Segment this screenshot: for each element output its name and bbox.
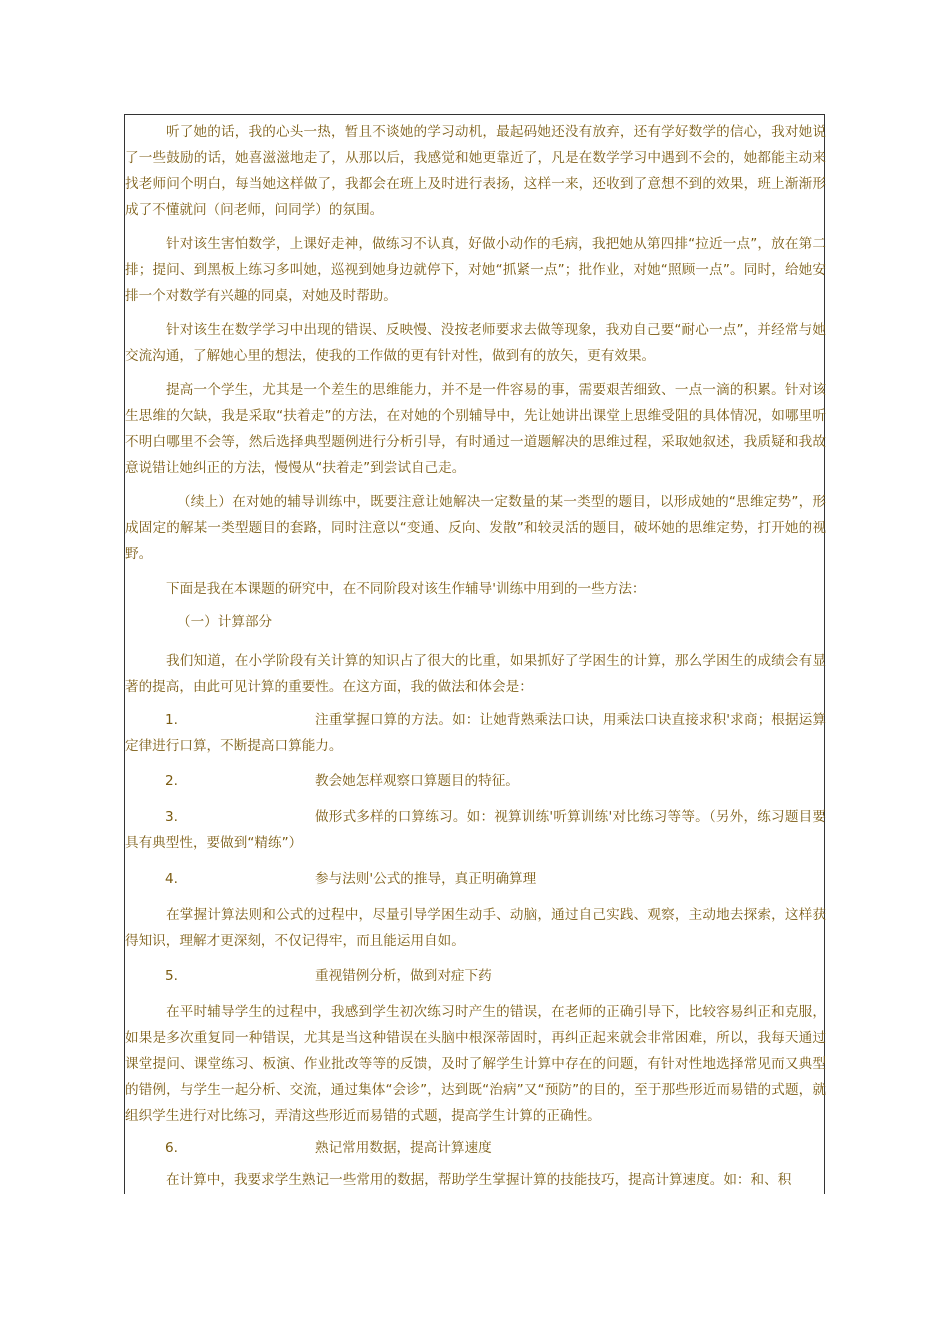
paragraph-7: 我们知道，在小学阶段有关计算的知识占了很大的比重，如果抓好了学困生的计算，那么学困生的成绩会有显著的提高，由此可见计算的重要性。在这方面，我的做法和体会是： (125, 653, 826, 695)
list-item-text: 参与法则'公式的推导，真正明确算理 (315, 871, 537, 887)
paragraph-4: 提高一个学生，尤其是一个差生的思维能力，并不是一件容易的事，需要艰苦细致、一点一滴的积累。针对该生思维的欠缺，我是采取“扶着走”的方法，在对她的个别辅导中，先让她讲出课堂上思维受阻的具体情况，如哪里听不明白哪里不会等，然后选择典型题例进行分析引导，有时通过一道题解决的思维过程，采取她叙述，我质疑和我故意说错让她纠正的方法，慢慢从“扶着走”到尝试自己走。 (125, 382, 826, 476)
paragraph-6: 下面是我在本课题的研究中，在不同阶段对该生作辅导'训练中用到的一些方法： (166, 581, 646, 597)
paragraph-5: （续上）在对她的辅导训练中，既要注意让她解决一定数量的某一类型的题目，以形成她的“思维定势”，形成固定的解某一类型题目的套路，同时注意以“变通、反向、发散”和较灵活的题目，破坏她的思维定势，打开她的视野。 (125, 494, 826, 562)
paragraph-8: 在掌握计算法则和公式的过程中，尽量引导学困生动手、动脑，通过自己实践、观察，主动地去探索，这样获得知识，理解才更深刻，不仅记得牢，而且能运用自如。 (125, 907, 826, 949)
list-item-number: 4. (165, 871, 178, 887)
paragraph-10: 在计算中，我要求学生熟记一些常用的数据，帮助学生掌握计算的技能技巧，提高计算速度。如：和、积 (166, 1172, 792, 1188)
paragraph-1: 听了她的话，我的心头一热，暂且不谈她的学习动机，最起码她还没有放弃，还有学好数学的信心，我对她说了一些鼓励的话，她喜滋滋地走了，从那以后，我感觉和她更靠近了，凡是在数学学习中遇到不会的，她都能主动来找老师问个明白，每当她这样做了，我都会在班上及时进行表扬，这样一来，还收到了意想不到的效果，班上渐渐形成了不懂就问（问老师，问同学）的氛围。 (125, 124, 826, 218)
list-item-number: 2. (165, 773, 178, 789)
list-item-number: 1. (165, 712, 178, 728)
list-item-text: 做形式多样的口算练习。如：视算训练'听算训练'对比练习等等。（另外，练习题目要具有典型性，要做到“精练”） (125, 809, 826, 851)
section-heading: （一）计算部分 (177, 614, 273, 630)
list-item-text: 教会她怎样观察口算题目的特征。 (315, 773, 519, 789)
list-item-number: 3. (165, 809, 178, 825)
list-item-text: 注重掌握口算的方法。如：让她背熟乘法口诀，用乘法口诀直接求积'求商；根据运算定律进行口算，不断提高口算能力。 (125, 712, 826, 754)
list-item-text: 熟记常用数据，提高计算速度 (315, 1140, 492, 1156)
list-item-text: 重视错例分析，做到对症下药 (315, 968, 492, 984)
list-item-number: 6. (165, 1140, 178, 1156)
paragraph-2: 针对该生害怕数学，上课好走神，做练习不认真，好做小动作的毛病，我把她从第四排“拉近一点”，放在第二排；提问、到黑板上练习多叫她，巡视到她身边就停下，对她“抓紧一点”；批作业，对她“照顾一点”。同时，给她安排一个对数学有兴趣的同桌，对她及时帮助。 (125, 236, 826, 304)
paragraph-9: 在平时辅导学生的过程中，我感到学生初次练习时产生的错误，在老师的正确引导下，比较容易纠正和克服，如果是多次重复同一种错误，尤其是当这种错误在头脑中根深蒂固时，再纠正起来就会非常困难，所以，我每天通过课堂提问、课堂练习、板演、作业批改等等的反馈，及时了解学生计算中存在的问题，有针对性地选择常见而又典型的错例，与学生一起分析、交流，通过集体“会诊”，达到既“治病”又“预防”的目的，至于那些形近而易错的式题，就组织学生进行对比练习，弄清这些形近而易错的式题，提高学生计算的正确性。 (125, 1004, 826, 1124)
paragraph-3: 针对该生在数学学习中出现的错误、反映慢、没按老师要求去做等现象，我劝自己要“耐心一点”，并经常与她交流沟通，了解她心里的想法，使我的工作做的更有针对性，做到有的放矢，更有效果。 (125, 322, 826, 364)
list-item-number: 5. (165, 968, 178, 984)
document-frame (124, 114, 825, 1194)
